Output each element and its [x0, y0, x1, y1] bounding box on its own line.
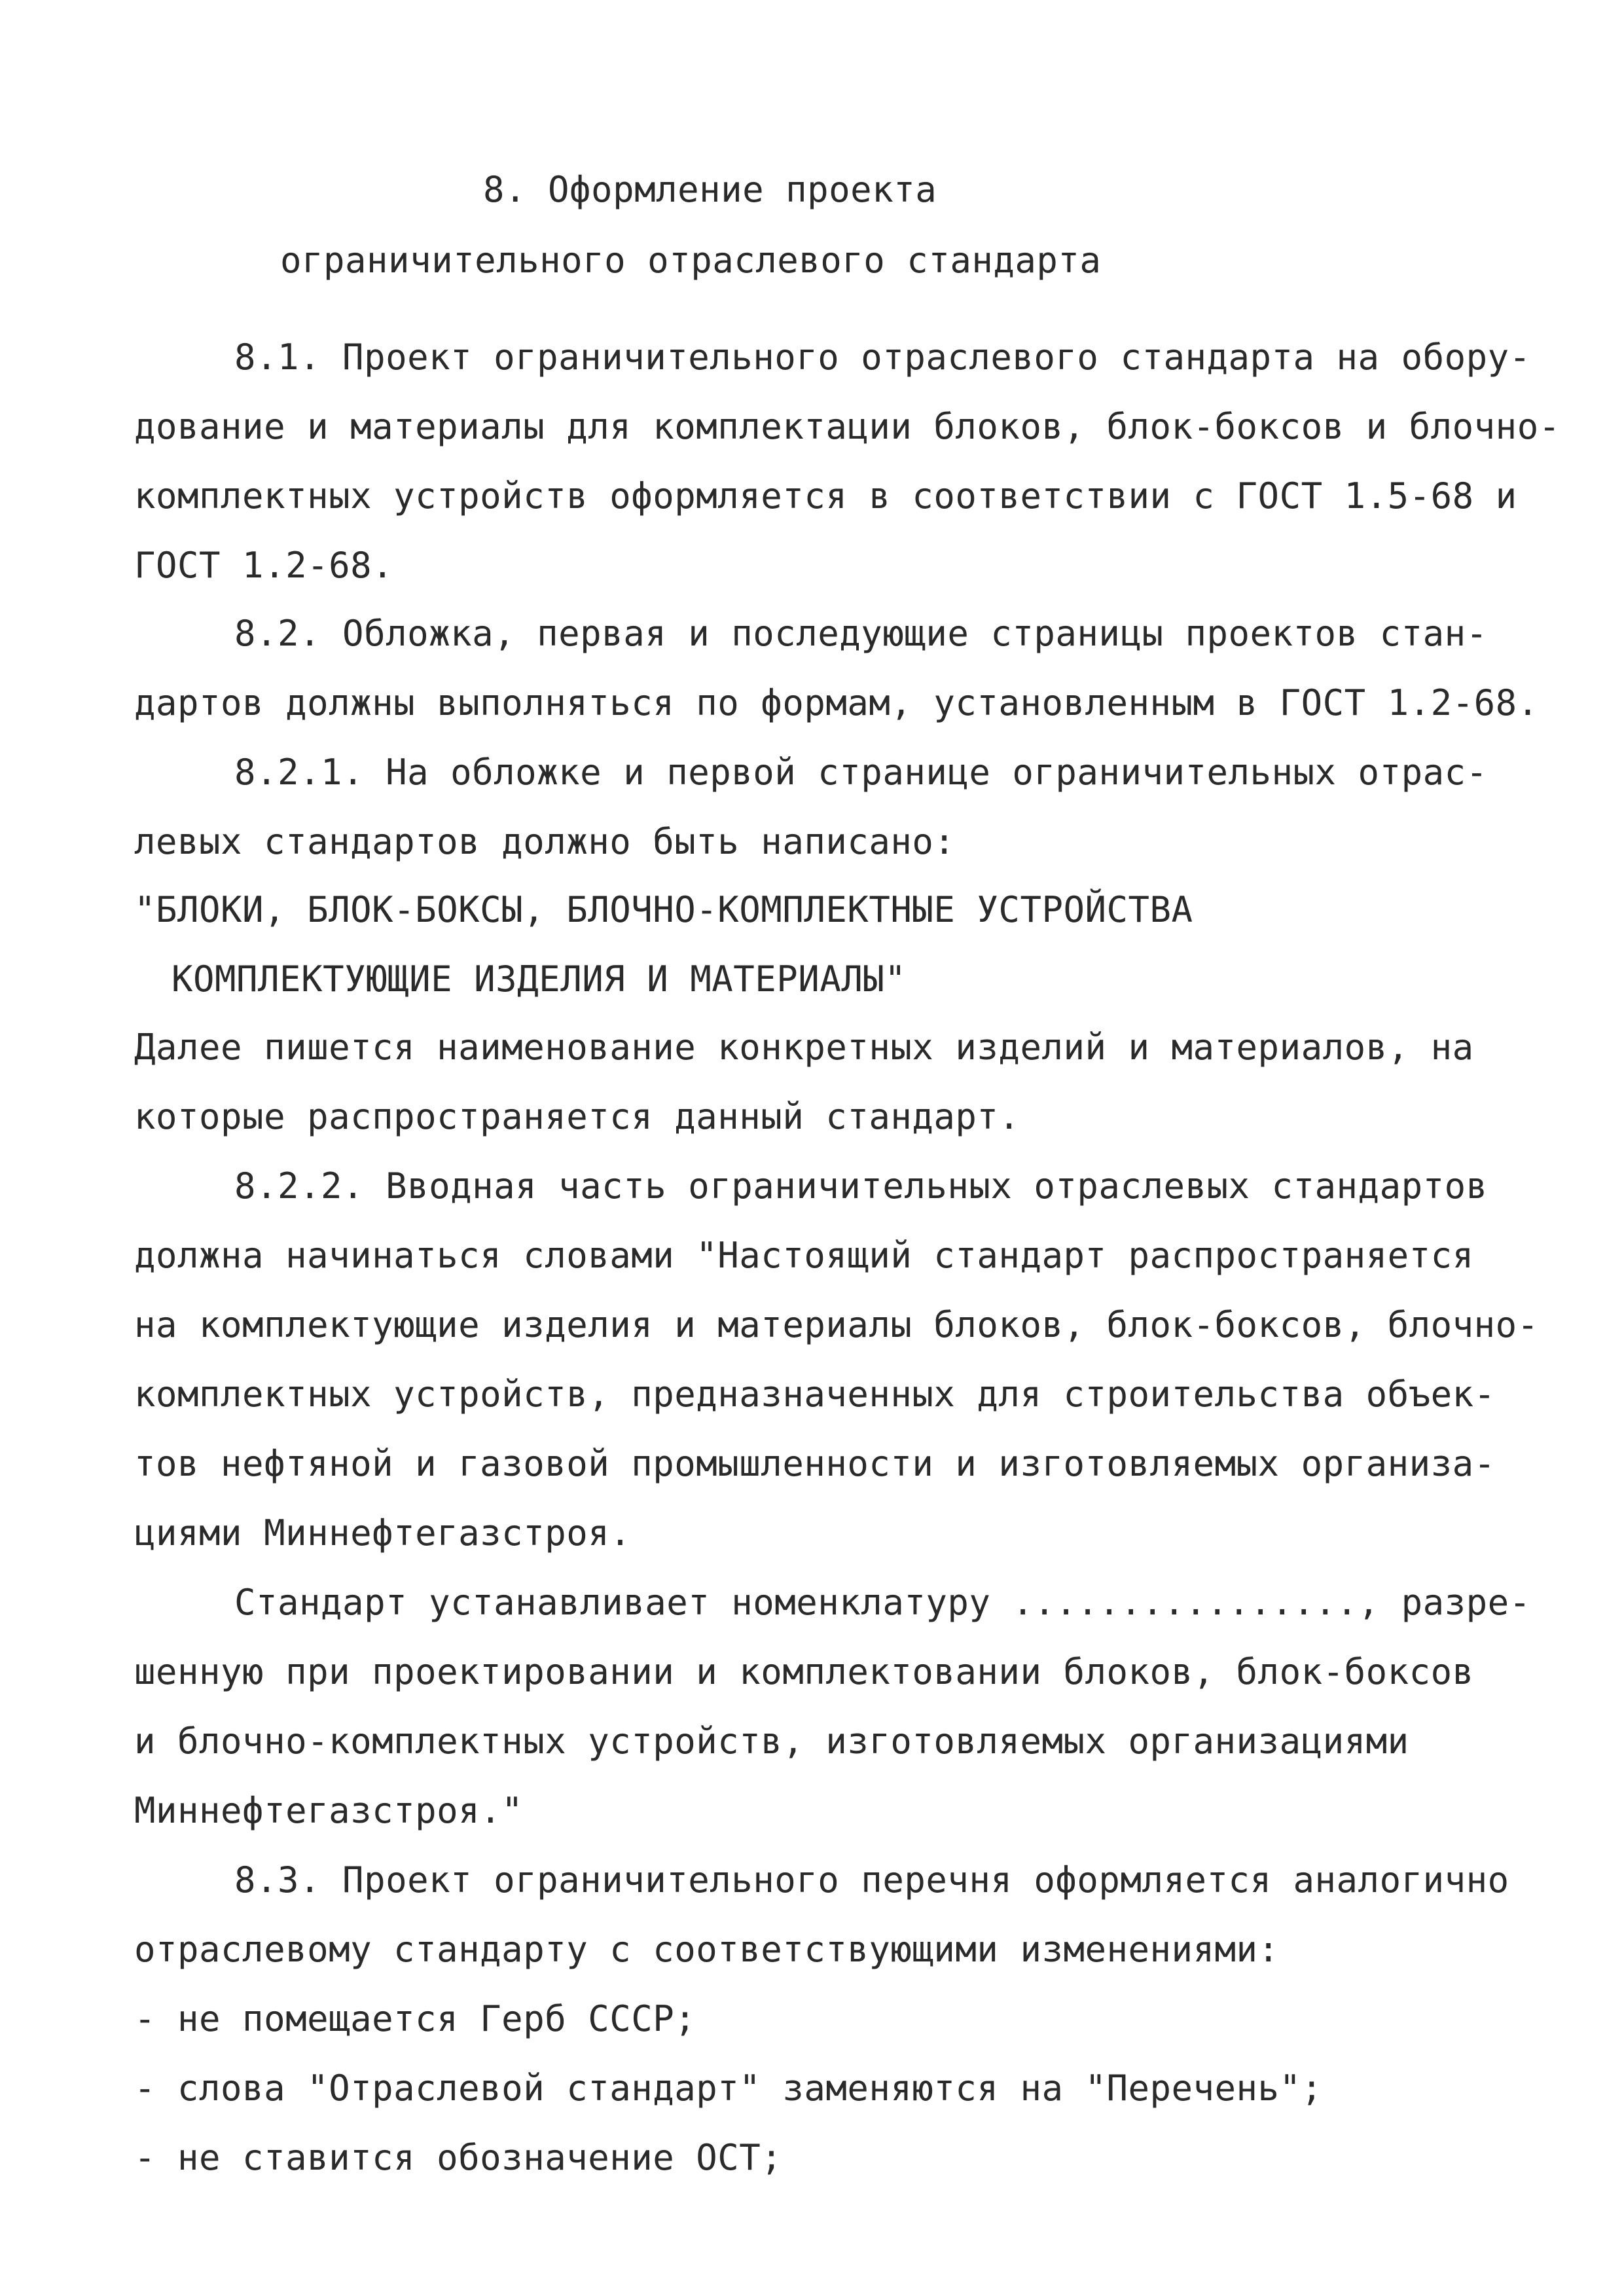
standard-text-line: Стандарт устанавливает номенклатуру ................, разре- [234, 1582, 1531, 1623]
paragraph-8-2-1-line: 8.2.1. На обложке и первой странице ограничительных отрас- [234, 752, 1488, 793]
paragraph-8-2-2-line: комплектных устройств, предназначенных для строительства объек- [134, 1374, 1496, 1415]
standard-text-line: шенную при проектировании и комплектовании блоков, блок-боксов [134, 1651, 1474, 1692]
paragraph-8-2-2-line: циями Миннефтегазстроя. [134, 1512, 632, 1554]
paragraph-8-1-line: 8.1. Проект ограничительного отраслевого стандарта на обору- [234, 337, 1531, 378]
paragraph-8-2-2-line: должна начинаться словами "Настоящий стандарт распространяется [134, 1235, 1474, 1276]
list-item: - слова "Отраслевой стандарт" заменяются на "Перечень"; [134, 2068, 1323, 2109]
paragraph-8-1-line: ГОСТ 1.2-68. [134, 545, 394, 586]
paragraph-8-3-line: отраслевому стандарту с соответствующими изменениями: [134, 1929, 1280, 1970]
paragraph-8-2-1-line: левых стандартов должно быть написано: [134, 821, 956, 862]
paragraph-8-2-line: дартов должны выполняться по формам, установленным в ГОСТ 1.2-68. [134, 682, 1539, 723]
paragraph-8-1-line: комплектных устройств оформляется в соответствии с ГОСТ 1.5-68 и [134, 475, 1517, 517]
paragraph-8-2-2-line: 8.2.2. Вводная часть ограничительных отраслевых стандартов [234, 1165, 1488, 1207]
quoted-title-line: КОМПЛЕКТУЮЩИЕ ИЗДЕЛИЯ И МАТЕРИАЛЫ" [171, 958, 907, 1000]
paragraph-8-2-line: 8.2. Обложка, первая и последующие страницы проектов стан- [234, 613, 1488, 654]
after-quote-line: Далее пишется наименование конкретных изделий и материалов, на [134, 1027, 1474, 1068]
standard-text-line: и блочно-комплектных устройств, изготовляемых организациями [134, 1721, 1409, 1762]
paragraph-8-3-line: 8.3. Проект ограничительного перечня оформляется аналогично [234, 1859, 1509, 1901]
list-item: - не помещается Герб СССР; [134, 1998, 696, 2039]
quoted-title-line: "БЛОКИ, БЛОК-БОКСЫ, БЛОЧНО-КОМПЛЕКТНЫЕ УСТРОЙСТВА [134, 889, 1193, 930]
after-quote-line: которые распространяется данный стандарт. [134, 1096, 1020, 1137]
heading-line-2: ограничительного отраслевого стандарта [280, 240, 1102, 281]
paragraph-8-2-2-line: на комплектующие изделия и материалы блоков, блок-боксов, блочно- [134, 1304, 1539, 1345]
list-item: - не ставится обозначение ОСТ; [134, 2137, 783, 2178]
standard-text-line: Миннефтегазстроя." [134, 1790, 524, 1831]
paragraph-8-1-line: дование и материалы для комплектации блоков, блок-боксов и блочно- [134, 406, 1561, 447]
heading-line-1: 8. Оформление проекта [483, 169, 937, 210]
paragraph-8-2-2-line: тов нефтяной и газовой промышленности и изготовляемых организа- [134, 1443, 1496, 1484]
